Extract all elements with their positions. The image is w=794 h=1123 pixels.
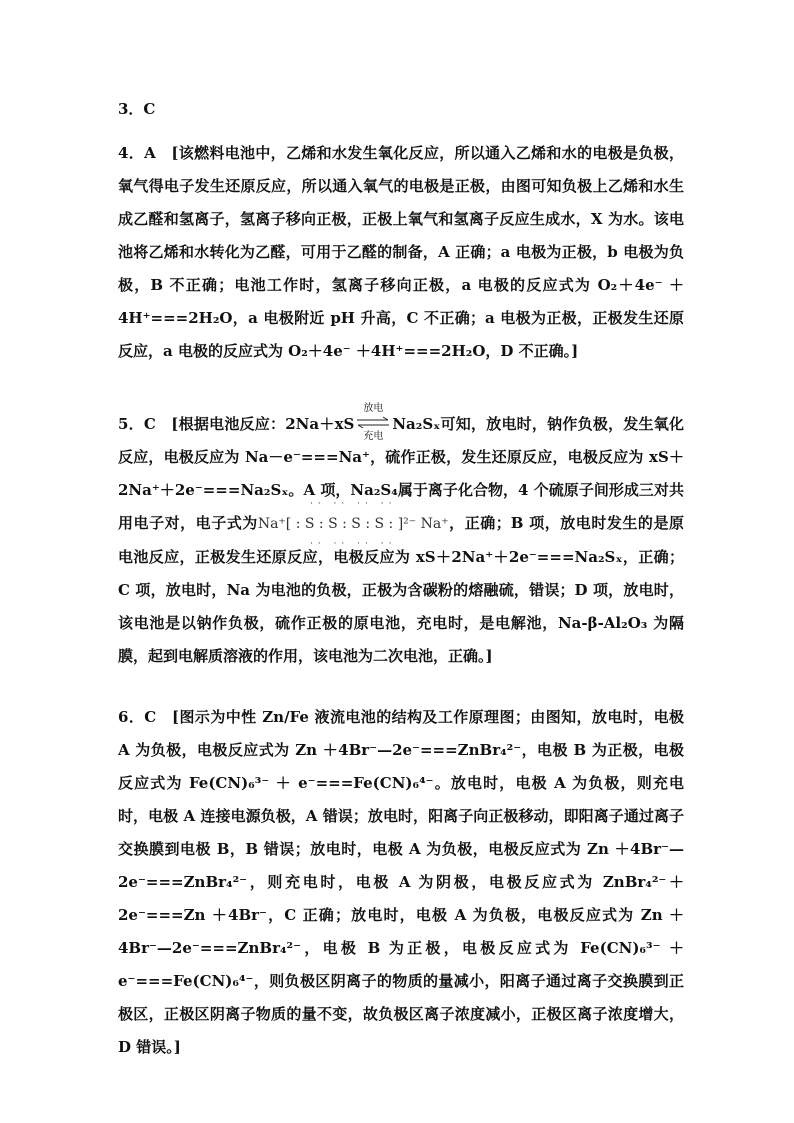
answer-3-text: 3．C xyxy=(118,100,156,118)
answer-6 xyxy=(118,701,684,1064)
answer-3 xyxy=(118,93,684,126)
answer-5 xyxy=(118,403,684,673)
arrow-label-charge: 充电 xyxy=(363,431,384,442)
answer-4 xyxy=(118,137,684,368)
answer-5-prefix: 5．C [根据电池反应：2Na＋xS xyxy=(118,415,355,433)
electron-dots-top: ·· ·· ·· ·· xyxy=(309,498,397,509)
answer-4-text: 4．A [该燃料电池中，乙烯和水发生氧化反应，所以通入乙烯和水的电极是负极，氧气得电子发生还原反应，所以通入氧气的电极是正极，由图可知负极上乙烯和水生成乙醛和氢离子，氢离子移向正极，正极上氧气和氢离子反应生成水，X 为水。该电池将乙烯和水转化为乙醛，可用于乙醛的制备，A 正确；a 电极为正极，b 电极为负极，B 不正确；电池工作时，氢离子移向正极，a 电极的反应式为 O₂＋4e⁻ ＋4H⁺===2H₂O，a 电极附近 pH 升高，C 不正确；a 电极为正极，正极发生还原反应，a 电极的反应式为 O₂＋4e⁻ ＋4H⁺===2H₂O，D 不正确。] xyxy=(118,144,684,360)
electron-formula xyxy=(257,498,449,549)
answer-6-text: 6．C [图示为中性 Zn/Fe 液流电池的结构及工作原理图；由图知，放电时，电极 A 为负极，电极反应式为 Zn ＋4Br⁻—2e⁻===ZnBr₄²⁻，电极 B 为正极，电极反应式为 Fe(CN)₆³⁻ ＋ e⁻===Fe(CN)₆⁴⁻。放电时，电极 A 为负极，则充电时，电极 A 连接电源负极，A 错误；放电时，阳离子向正极移动，即阳离子通过离子交换膜到电极 B，B 错误；放电时，电极 A 为负极，电极反应式为 Zn ＋4Br⁻—2e⁻===ZnBr₄²⁻，则充电时，电极 A 为阴极，电极反应式为 ZnBr₄²⁻＋2e⁻===Zn ＋4Br⁻，C 正确；放电时，电极 A 为负极，电极反应式为 Zn ＋4Br⁻—2e⁻===ZnBr₄²⁻，电极 B 为正极，电极反应式为 Fe(CN)₆³⁻ ＋ e⁻===Fe(CN)₆⁴⁻，则负极区阴离子的物质的量减小，阳离子通过离子交换膜到正极区，正极区阴离子物质的量不变，故负极区离子浓度减小，正极区离子浓度增大，D 错误。] xyxy=(118,708,684,1056)
answer-5-body: Na₂Sₓ可知，放电时，钠作负极，发生氧化反应，电极反应为 Na－e⁻===Na⁺，硫作正极，发生还原反应，电极反应为 xS＋2Na⁺＋2e⁻===Na₂Sₓ。A 项，Na₂S₄属于离子化合物，4 个硫原子间形成三对共用电子对，电子式为 xyxy=(118,415,684,532)
answer-5-suffix: ，正确；B 项，放电时发生的是原电池反应，正极发生还原反应，电极反应为 xS＋2Na⁺＋2e⁻===Na₂Sₓ，正确；C 项，放电时，Na 为电池的负极，正极为含碳粉的熔融硫，错误；D 项，放电时，该电池是以钠作负极，硫作正极的原电池，充电时，是电解池，Na-β-Al₂O₃ 为隔膜，起到电解质溶液的作用，该电池为二次电池，正确。] xyxy=(118,514,684,665)
reversible-arrow-icon xyxy=(356,403,390,442)
electron-dots-bottom: ·· ·· ·· ·· xyxy=(309,538,397,549)
arrow-label-discharge: 放电 xyxy=(363,403,384,414)
electron-formula-text: Na⁺[ : S : S : S : S : ]²⁻ Na⁺ xyxy=(257,515,449,532)
